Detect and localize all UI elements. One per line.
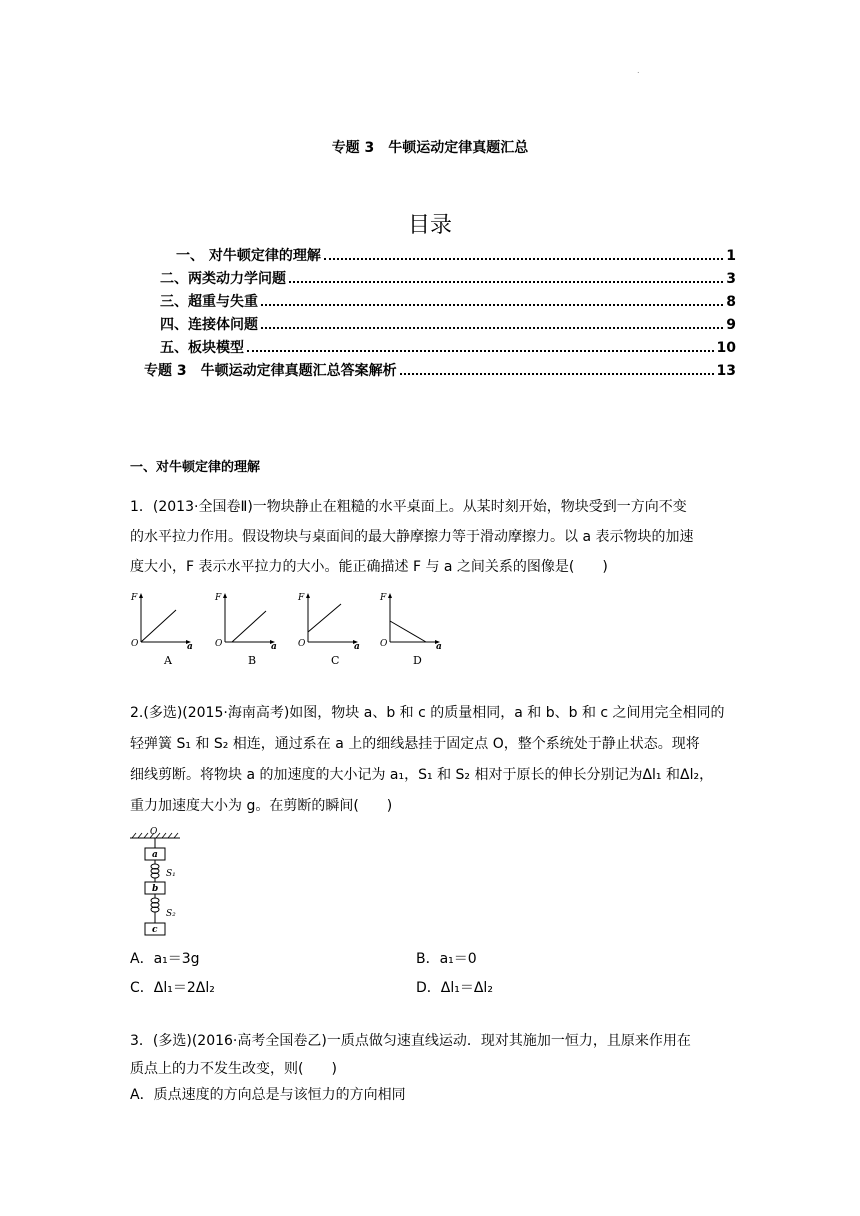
question-2-line: 2.(多选)(2015·海南高考)如图，物块 a、b 和 c 的质量相同，a 和 b、b 和 c 之间用完全相同的	[130, 705, 725, 721]
q2-option-d[interactable]: D．Δl₁＝Δl₂	[416, 980, 493, 996]
graph-b-caption: B	[248, 654, 257, 667]
graph-b-x-label: a	[271, 642, 277, 652]
toc-item-1[interactable]	[176, 245, 736, 265]
toc-item-page: 13	[716, 363, 736, 379]
fig-block-b-label: b	[152, 884, 159, 894]
graph-b-origin: O	[215, 639, 223, 649]
toc-item-page: 9	[726, 317, 736, 333]
question-3-line: 质点上的力不发生改变，则( )	[130, 1061, 337, 1077]
graph-b	[214, 593, 277, 667]
toc-leader	[261, 303, 723, 306]
toc-item-4[interactable]	[160, 314, 736, 334]
question-1-line: 的水平拉力作用。假设物块与桌面间的最大静摩擦力等于滑动摩擦力。以 a 表示物块的加速	[130, 529, 694, 545]
question-1	[130, 492, 740, 582]
q3-option-a[interactable]: A．质点速度的方向总是与该恒力的方向相同	[130, 1087, 406, 1103]
fig-block-c-label: c	[152, 925, 158, 935]
toc-item-label: 五、板块模型	[160, 340, 244, 356]
toc-item-label: 二、两类动力学问题	[160, 271, 286, 287]
graph-a	[130, 593, 193, 667]
toc-item-page: 10	[716, 340, 736, 356]
graph-a-caption: A	[164, 654, 172, 667]
header-dot: .	[637, 66, 640, 75]
question-1-line: 1．(2013·全国卷Ⅱ)一物块静止在粗糙的水平桌面上。从某时刻开始，物块受到一方向不变	[130, 499, 687, 515]
question-2	[130, 698, 745, 822]
toc-leader	[261, 326, 723, 329]
toc-item-label: 一、 对牛顿定律的理解	[176, 248, 321, 264]
q2-option-c[interactable]: C．Δl₁＝2Δl₂	[130, 980, 215, 996]
document-title: 专题 3 牛顿运动定律真题汇总	[331, 140, 529, 156]
toc-leader	[289, 280, 723, 283]
graph-d-caption: D	[413, 654, 422, 667]
toc-leader	[400, 372, 714, 375]
graph-c	[297, 593, 360, 667]
fig-block-a-label: a	[152, 850, 158, 860]
graph-d	[379, 593, 442, 667]
toc-item-page: 3	[726, 271, 736, 287]
graph-c-caption: C	[331, 654, 340, 667]
fig-spring-s1-label: S₁	[166, 869, 176, 879]
graph-d-y-label: F	[380, 593, 387, 603]
toc-item-5[interactable]	[160, 337, 736, 357]
toc-item-page: 8	[726, 294, 736, 310]
spring-s1	[151, 860, 159, 882]
graph-b-y-label: F	[215, 593, 222, 603]
q2-option-b[interactable]: B．a₁＝0	[416, 951, 477, 967]
section-heading: 一、对牛顿定律的理解	[130, 460, 261, 475]
graph-c-x-label: a	[354, 642, 360, 652]
question-1-line: 度大小，F 表示水平拉力的大小。能正确描述 F 与 a 之间关系的图像是( )	[130, 559, 608, 575]
toc-item-label: 专题 3 牛顿运动定律真题汇总答案解析	[144, 363, 397, 379]
graph-c-y-label: F	[298, 593, 305, 603]
graph-d-x-label: a	[436, 642, 442, 652]
graph-a-origin: O	[131, 639, 139, 649]
toc-item-2[interactable]	[160, 268, 736, 288]
graph-a-y-label: F	[131, 593, 138, 603]
toc-item-3[interactable]	[160, 291, 736, 311]
spring-figure	[128, 824, 188, 940]
graph-c-origin: O	[298, 639, 306, 649]
question-2-line: 重力加速度大小为 g。在剪断的瞬间( )	[130, 798, 393, 814]
question-1-graphs	[128, 588, 458, 670]
question-3-line: 3．(多选)(2016·高考全国卷乙)一质点做匀速直线运动．现对其施加一恒力，且原来作用在	[130, 1033, 691, 1049]
toc-item-6[interactable]	[144, 360, 736, 380]
question-3	[130, 1026, 745, 1108]
fig-spring-s2-label: S₂	[166, 909, 176, 919]
question-2-line: 细线剪断。将物块 a 的加速度的大小记为 a₁，S₁ 和 S₂ 相对于原长的伸长分别记为Δl₁ 和Δl₂，	[130, 767, 714, 783]
q2-option-a[interactable]: A．a₁＝3g	[130, 951, 200, 967]
fig-point-o: O	[150, 827, 158, 837]
toc-heading: 目录	[407, 213, 452, 238]
toc-leader	[324, 257, 723, 260]
toc-item-label: 三、超重与失重	[160, 294, 258, 310]
toc-leader	[247, 349, 714, 352]
graph-d-origin: O	[380, 639, 388, 649]
toc-item-page: 1	[726, 248, 736, 264]
graph-a-x-label: a	[187, 642, 193, 652]
toc-item-label: 四、连接体问题	[160, 317, 258, 333]
question-2-line: 轻弹簧 S₁ 和 S₂ 相连，通过系在 a 上的细线悬挂于固定点 O，整个系统处于静止状态。现将	[130, 736, 700, 752]
spring-s2	[151, 894, 159, 923]
